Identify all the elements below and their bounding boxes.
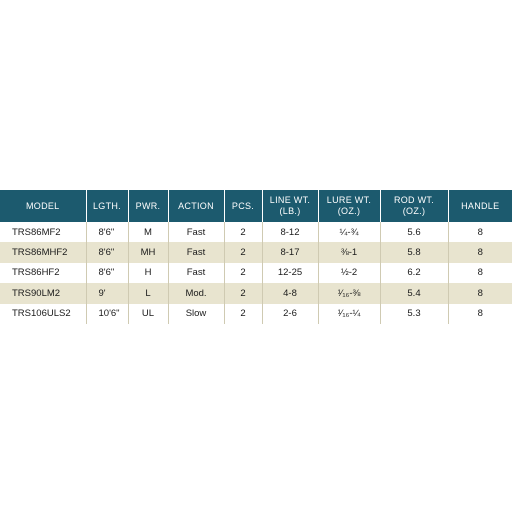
length-cell: 9': [86, 283, 128, 303]
lure-weight-cell: ¼-¾: [318, 222, 380, 242]
header-length: LGTH.: [86, 190, 128, 222]
rod-weight-cell: 5.8: [380, 242, 448, 262]
table-row: [0, 283, 512, 303]
power-cell: H: [128, 263, 168, 283]
action-cell: Fast: [168, 263, 224, 283]
rod-weight-cell: 6.2: [380, 263, 448, 283]
power-cell: MH: [128, 242, 168, 262]
table-row: [0, 242, 512, 262]
header-row: [0, 190, 512, 222]
table-row: [0, 263, 512, 283]
handle-cell: 8: [448, 242, 512, 262]
model-cell: TRS86MF2: [0, 222, 86, 242]
pieces-cell: 2: [224, 263, 262, 283]
table-row: [0, 304, 512, 324]
handle-cell: 8: [448, 263, 512, 283]
pieces-cell: 2: [224, 222, 262, 242]
pieces-cell: 2: [224, 304, 262, 324]
rod-weight-cell: 5.6: [380, 222, 448, 242]
model-cell: TRS86HF2: [0, 263, 86, 283]
lure-weight-cell: ½-2: [318, 263, 380, 283]
lure-weight-cell: ¹⁄₁₆-⅜: [318, 283, 380, 303]
action-cell: Fast: [168, 242, 224, 262]
length-cell: 8'6": [86, 263, 128, 283]
header-power: PWR.: [128, 190, 168, 222]
pieces-cell: 2: [224, 242, 262, 262]
rod-spec-table: [0, 190, 512, 324]
header-lure-weight: LURE WT. (OZ.): [318, 190, 380, 222]
line-weight-cell: 4-8: [262, 283, 318, 303]
header-pieces: PCS.: [224, 190, 262, 222]
header-model: MODEL: [0, 190, 86, 222]
handle-cell: 8: [448, 222, 512, 242]
handle-cell: 8: [448, 283, 512, 303]
power-cell: M: [128, 222, 168, 242]
rod-weight-cell: 5.3: [380, 304, 448, 324]
model-cell: TRS86MHF2: [0, 242, 86, 262]
line-weight-cell: 8-17: [262, 242, 318, 262]
model-cell: TRS106ULS2: [0, 304, 86, 324]
rod-weight-cell: 5.4: [380, 283, 448, 303]
action-cell: Mod.: [168, 283, 224, 303]
length-cell: 8'6": [86, 242, 128, 262]
pieces-cell: 2: [224, 283, 262, 303]
length-cell: 10'6": [86, 304, 128, 324]
header-handle: HANDLE: [448, 190, 512, 222]
header-rod-weight: ROD WT. (OZ.): [380, 190, 448, 222]
power-cell: L: [128, 283, 168, 303]
line-weight-cell: 2-6: [262, 304, 318, 324]
action-cell: Fast: [168, 222, 224, 242]
lure-weight-cell: ⅜-1: [318, 242, 380, 262]
line-weight-cell: 12-25: [262, 263, 318, 283]
length-cell: 8'6": [86, 222, 128, 242]
action-cell: Slow: [168, 304, 224, 324]
handle-cell: 8: [448, 304, 512, 324]
power-cell: UL: [128, 304, 168, 324]
lure-weight-cell: ¹⁄₁₆-¼: [318, 304, 380, 324]
header-action: ACTION: [168, 190, 224, 222]
header-line-weight: LINE WT. (LB.): [262, 190, 318, 222]
line-weight-cell: 8-12: [262, 222, 318, 242]
table-row: [0, 222, 512, 242]
model-cell: TRS90LM2: [0, 283, 86, 303]
